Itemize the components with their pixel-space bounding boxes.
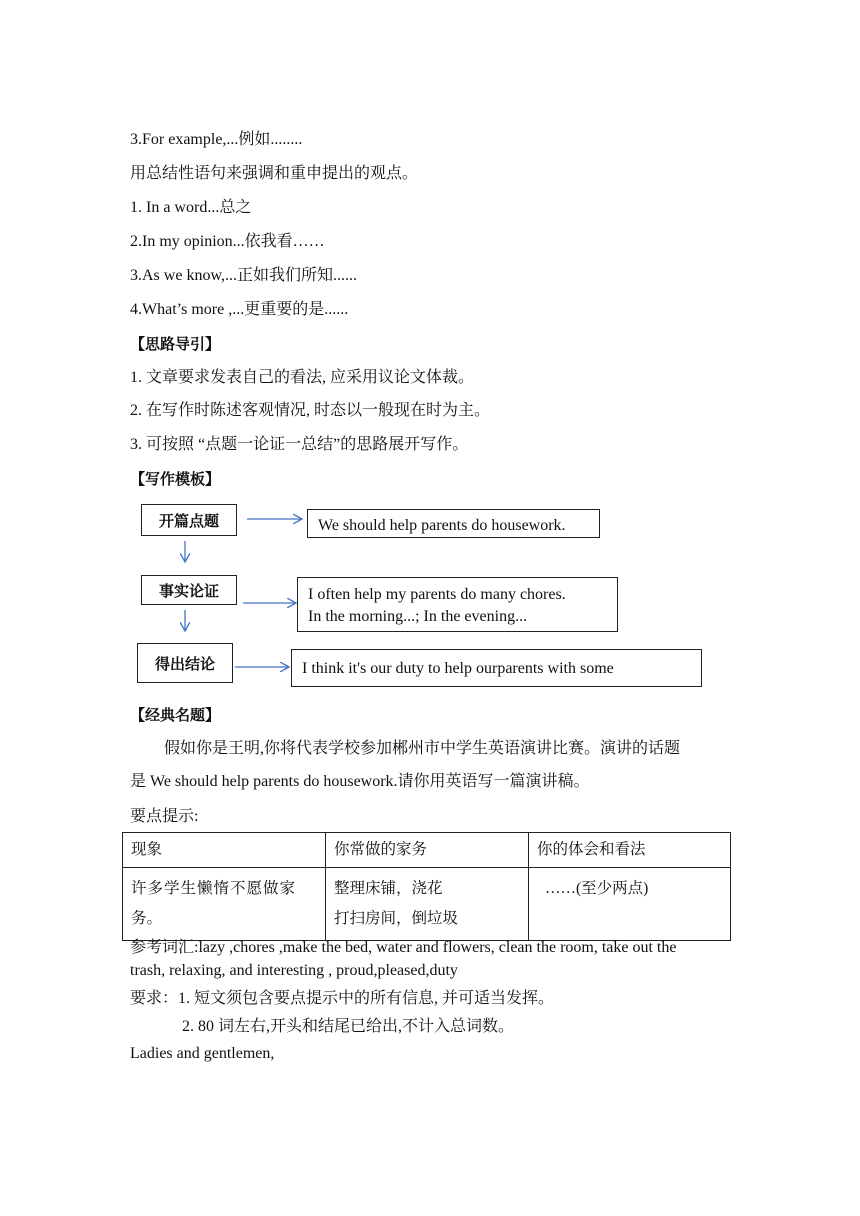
cell-phenomenon-line-2: 务。	[131, 910, 163, 927]
table-header-row	[123, 833, 731, 868]
phrase-in-my-opinion: 2.In my opinion...依我看……	[130, 233, 325, 250]
step-label-facts: 事实论证	[141, 575, 237, 605]
header-phenomenon: 现象	[123, 833, 326, 868]
key-points-table	[122, 832, 731, 941]
step-label-conclusion: 得出结论	[137, 643, 233, 683]
summary-instruction: 用总结性语句来强调和重申提出的观点。	[130, 165, 419, 182]
step-text-facts-line-1: I often help my parents do many chores.	[308, 586, 566, 603]
thinking-item-3: 3. 可按照 “点题一论证一总结”的思路展开写作。	[130, 436, 469, 453]
cell-phenomenon	[123, 868, 326, 941]
thinking-item-2: 2. 在写作时陈述客观情况, 时态以一般现在时为主。	[130, 402, 491, 419]
cell-opinion-line-1: ……(至少两点)	[545, 880, 649, 897]
cell-phenomenon-line-1: 许多学生懒惰不愿做家	[131, 880, 297, 897]
speech-opening: Ladies and gentlemen,	[130, 1045, 275, 1062]
step-label-opening: 开篇点题	[141, 504, 237, 536]
phrase-for-example: 3.For example,...例如........	[130, 131, 303, 148]
step-text-conclusion-line: I think it's our duty to help ourparents with some	[302, 660, 614, 677]
thinking-item-1: 1. 文章要求发表自己的看法, 应采用议论文体裁。	[130, 369, 475, 386]
thinking-guide-heading: 【思路导引】	[130, 335, 221, 353]
step-text-opening-line: We should help parents do housework.	[318, 517, 566, 534]
vocab-line-1: 参考词汇:lazy ,chores ,make the bed, water and flowers, clean the room, take out the	[130, 939, 677, 956]
header-chores: 你常做的家务	[326, 833, 529, 868]
table-row	[123, 868, 731, 941]
phrase-as-we-know: 3.As we know,...正如我们所知......	[130, 267, 357, 284]
question-para-2: 是 We should help parents do housework.请你用英语写一篇演讲稿。	[130, 773, 590, 790]
phrase-in-a-word: 1. In a word...总之	[130, 199, 252, 216]
cell-opinion	[529, 868, 731, 941]
header-opinion: 你的体会和看法	[529, 833, 731, 868]
question-para-1: 假如你是王明,你将代表学校参加郴州市中学生英语演讲比赛。演讲的话题	[164, 740, 681, 757]
requirement-line-1: 要求：1. 短文须包含要点提示中的所有信息, 并可适当发挥。	[130, 990, 555, 1007]
writing-template-heading: 【写作模板】	[130, 470, 221, 488]
requirement-line-2: 2. 80 词左右,开头和结尾已给出,不计入总词数。	[182, 1018, 515, 1035]
classic-question-heading: 【经典名题】	[130, 706, 221, 724]
cell-chores-line-2: 打扫房间，倒垃圾	[334, 910, 459, 927]
cell-chores	[326, 868, 529, 941]
step-text-facts-line-2: In the morning...; In the evening...	[308, 608, 528, 625]
key-points-label: 要点提示:	[130, 808, 199, 825]
cell-chores-line-1: 整理床铺，浇花	[334, 880, 443, 897]
phrase-whats-more: 4.What’s more ,...更重要的是......	[130, 301, 349, 318]
vocab-line-2: trash, relaxing, and interesting , proud,pleased,duty	[130, 962, 458, 979]
